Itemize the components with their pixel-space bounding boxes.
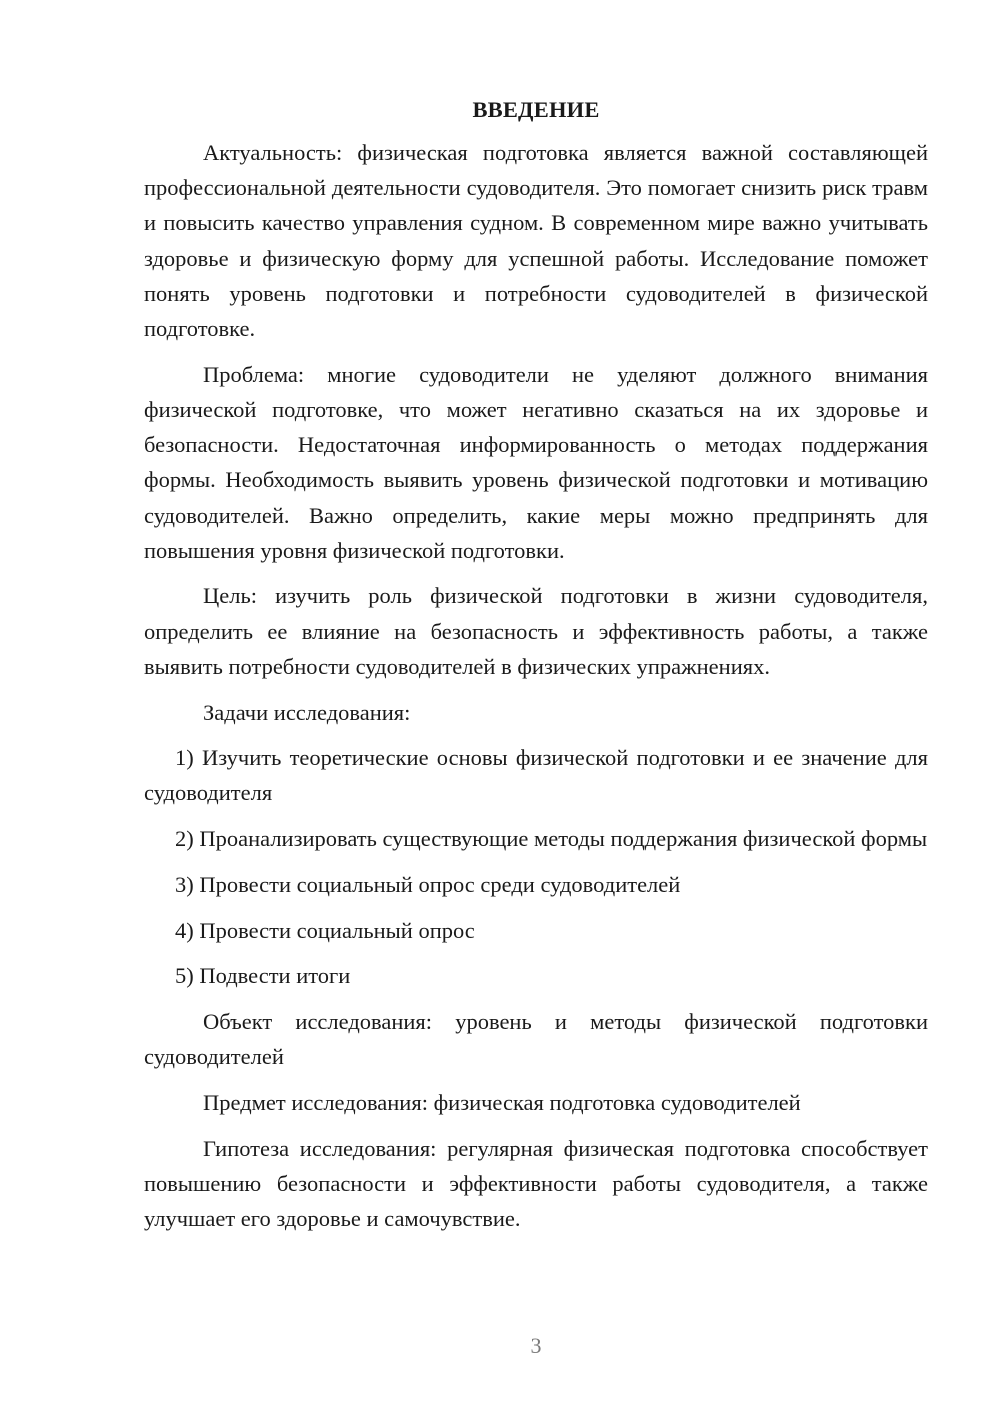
task-item-1: 1) Изучить теоретические основы физической подготовки и ее значение для судоводителя <box>144 745 928 806</box>
task-item-2: 2) Проанализировать существующие методы поддержания физической формы <box>175 826 928 852</box>
subject-paragraph: Предмет исследования: физическая подготовка судоводителей <box>203 1089 801 1115</box>
task-item-4: 4) Провести социальный опрос <box>175 917 475 943</box>
page-number: 3 <box>530 1333 542 1358</box>
object-paragraph: Объект исследования: уровень и методы физической подготовки судоводителей <box>144 1008 928 1070</box>
page-content <box>144 92 928 1247</box>
task-item-5: 5) Подвести итоги <box>175 963 351 989</box>
relevance-paragraph: Актуальность: физическая подготовка является важной составляющей профессиональной деятельности судоводителя. Это помогает снизить риск травм и повысить качество управления судном. В современном мире важно учитывать здоровье и физическую форму для успешной работы. Исследование поможет понять уровень подготовки и потребности судоводителей в физической подготовке. <box>144 140 928 342</box>
hypothesis-paragraph: Гипотеза исследования: регулярная физическая подготовка способствует повышению безопасности и эффективности работы судоводителя, а также улучшает его здоровье и самочувствие. <box>144 1135 928 1231</box>
task-item-3: 3) Провести социальный опрос среди судоводителей <box>175 871 681 897</box>
goal-paragraph: Цель: изучить роль физической подготовки в жизни судоводителя, определить ее влияние на безопасность и эффективность работы, а также выявить потребности судоводителей в физических упражнениях. <box>144 583 928 679</box>
problem-paragraph: Проблема: многие судоводители не уделяют должного внимания физической подготовке, что может негативно сказаться на их здоровье и безопасности. Недостаточная информированность о методах поддержания формы. Необходимость выявить уровень физической подготовки и мотивацию судоводителей. Важно определить, какие меры можно предпринять для повышения уровня физической подготовки. <box>144 361 928 563</box>
section-title: ВВЕДЕНИЕ <box>472 97 600 122</box>
tasks-heading: Задачи исследования: <box>203 699 411 725</box>
